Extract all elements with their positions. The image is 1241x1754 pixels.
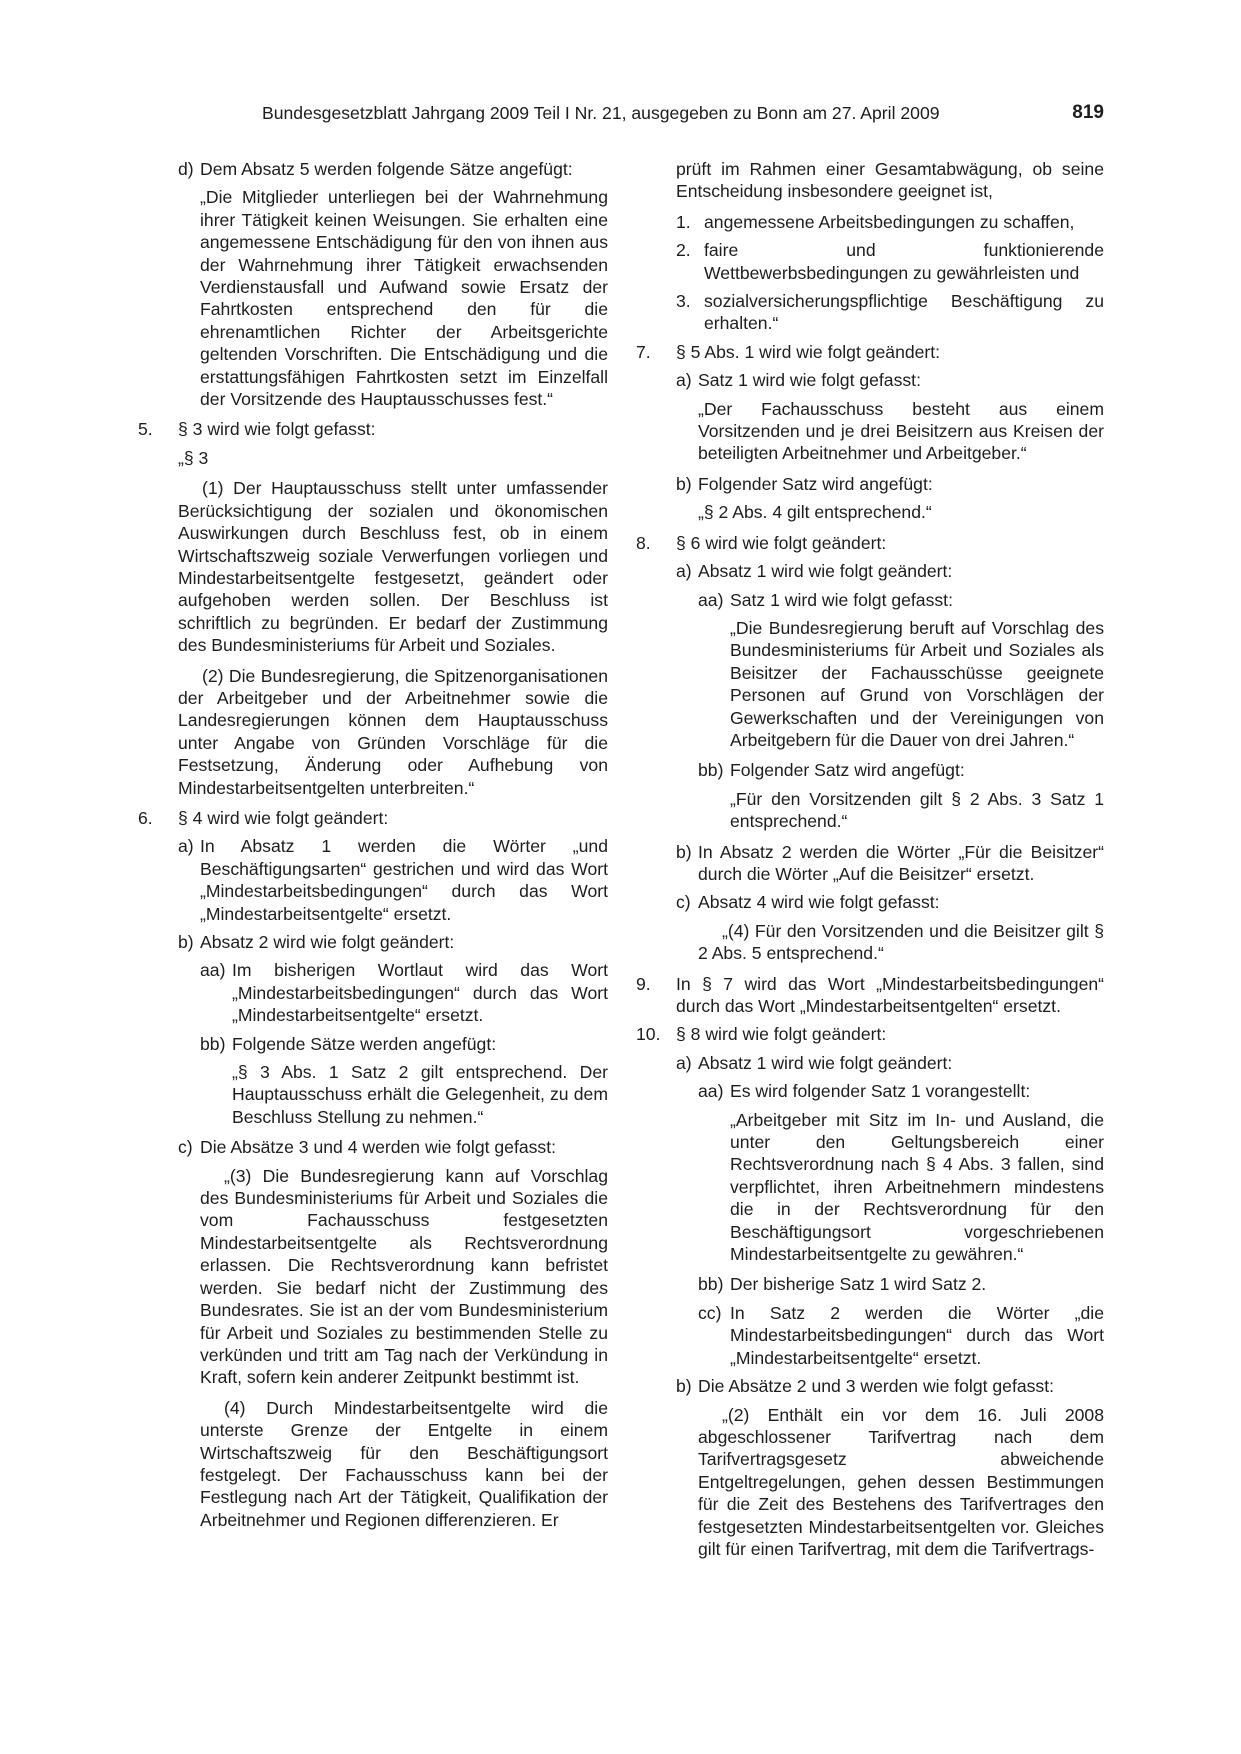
item-text: § 6 wird wie folgt geändert: — [676, 532, 887, 553]
list-item-6a — [138, 835, 608, 925]
item-label: 9. — [636, 973, 651, 994]
item-text: Satz 1 wird wie folgt gefasst: — [730, 589, 953, 610]
list-item-9 — [636, 973, 1104, 1018]
item-text: Folgender Satz wird angefügt: — [730, 760, 965, 781]
item-label: 8. — [636, 532, 651, 553]
list-item-7 — [636, 341, 1104, 363]
running-title: Bundesgesetzblatt Jahrgang 2009 Teil I Nr. 21, ausgegeben zu Bonn am 27. April 2009 — [262, 103, 940, 123]
list-item-5 — [138, 418, 608, 440]
item-label: aa) — [200, 960, 226, 981]
item-label: a) — [676, 370, 692, 391]
list-item-2 — [636, 239, 1104, 284]
list-item-6b-bb — [138, 1033, 608, 1055]
item-label: c) — [676, 892, 691, 913]
list-item-10a — [636, 1052, 1104, 1074]
item-text: In Absatz 1 werden die Wörter „und Beschäftigungsarten“ gestrichen und wird das Wort „Mindestarbeitsbedingungen“ durch das Wort „Mindestarbeitsentgelte“ ersetzt. — [200, 836, 608, 924]
item-text: In Satz 2 werden die Wörter „die Mindestarbeitsbedingungen“ durch das Wort „Mindestarbeitsentgelte“ ersetzt. — [730, 1302, 1104, 1368]
item-text: Absatz 4 wird wie folgt gefasst: — [698, 892, 940, 913]
item-label: a) — [676, 561, 692, 582]
quoted-text: „Die Bundesregierung beruft auf Vorschlag des Bundesministeriums für Arbeit und Soziales als Beisitzer der Fachausschüsse geeignete Personen auf Grund von Vorschlägen der Gewerkschaften und der Vereinigungen von Arbeitgebern für die Dauer von drei Jahren.“ — [730, 617, 1104, 750]
list-item-10a-bb — [636, 1273, 1104, 1295]
list-item-8 — [636, 532, 1104, 554]
item-label: d) — [178, 159, 194, 179]
list-item-1 — [636, 211, 1104, 233]
right-column — [636, 158, 1104, 1568]
item-text: § 8 wird wie folgt geändert: — [676, 1024, 887, 1045]
list-item-6c — [138, 1136, 608, 1158]
item-label: 6. — [138, 807, 153, 828]
item-label: 5. — [138, 419, 153, 440]
item-label: 2. — [676, 240, 691, 261]
quoted-text: „Für den Vorsitzenden gilt § 2 Abs. 3 Satz 1 entsprechend.“ — [730, 788, 1104, 832]
list-item-10b — [636, 1375, 1104, 1397]
item-label: bb) — [698, 1274, 724, 1295]
item-text: Folgende Sätze werden angefügt: — [232, 1033, 497, 1054]
list-item-6b-aa — [138, 959, 608, 1026]
list-item-8a-bb — [636, 759, 1104, 781]
item-text: § 5 Abs. 1 wird wie folgt geändert: — [676, 341, 941, 362]
item-label: bb) — [698, 760, 724, 781]
paragraph: „(3) Die Bundesregierung kann auf Vorschlag des Bundesministeriums für Arbeit und Soziales die vom Fachausschuss festgesetzten Mindestarbeitsentgelte als Rechtsverordnung erlassen. Die Rechtsverordnung kann befristet werden. Sie bedarf nicht der Zustimmung des Bundesrates. Sie ist an der vom Bundesministerium für Arbeit und Soziales zu bestimmenden Stelle zu verkünden und tritt am Tag nach der Verkündung in Kraft, sofern kein anderer Zeitpunkt bestimmt ist. — [200, 1165, 608, 1388]
paragraph: (4) Durch Mindestarbeitsentgelte wird die unterste Grenze der Entgelte in einem Wirtschaftszweig für den Beschäftigungsort festgelegt. Der Fachausschuss kann bei der Festlegung nach Art der Tätigkeit, Qualifikation der Arbeitnehmer und Regionen differenzieren. Er — [200, 1397, 608, 1530]
left-column — [138, 158, 608, 1539]
item-label: 10. — [636, 1024, 661, 1045]
list-item-10 — [636, 1023, 1104, 1045]
item-text: Im bisherigen Wortlaut wird das Wort „Mindestarbeitsbedingungen“ durch das Wort „Mindestarbeitsentgelte“ ersetzt. — [232, 960, 608, 1026]
page-header — [262, 100, 1104, 126]
item-text: Absatz 1 wird wie folgt geändert: — [698, 1052, 953, 1073]
list-item-8c — [636, 891, 1104, 913]
list-item-8a — [636, 560, 1104, 582]
item-text: § 4 wird wie folgt geändert: — [178, 807, 389, 828]
quoted-text: „(4) Für den Vorsitzenden und die Beisitzer gilt § 2 Abs. 5 entsprechend.“ — [698, 920, 1104, 964]
page-number: 819 — [1072, 102, 1104, 123]
item-label: c) — [178, 1137, 193, 1158]
item-text: § 3 wird wie folgt gefasst: — [178, 419, 376, 440]
item-label: 1. — [676, 211, 691, 232]
list-item-3 — [636, 290, 1104, 335]
item-label: b) — [676, 473, 692, 494]
item-text: faire und funktionierende Wettbewerbsbedingungen zu gewährleisten und — [704, 240, 1104, 283]
list-item-6b — [138, 931, 608, 953]
item-text: angemessene Arbeitsbedingungen zu schaffen, — [704, 211, 1075, 232]
item-label: bb) — [200, 1033, 226, 1054]
item-text: In § 7 wird das Wort „Mindestarbeitsbedingungen“ durch das Wort „Mindestarbeitsentgelten“ ersetzt. — [676, 973, 1104, 1016]
item-label: 3. — [676, 291, 691, 312]
item-text: Absatz 1 wird wie folgt geändert: — [698, 561, 953, 582]
item-text: sozialversicherungspflichtige Beschäftigung zu erhalten.“ — [704, 291, 1104, 334]
item-text: Der bisherige Satz 1 wird Satz 2. — [730, 1274, 987, 1295]
item-label: b) — [178, 932, 194, 952]
quoted-text: „(2) Enthält ein vor dem 16. Juli 2008 abgeschlossener Tarifvertrag nach dem Tarifvertragsgesetz abweichende Entgeltregelungen, gehen dessen Bestimmungen für die Zeit des Bestehens des Tarifvertrages den festgesetzten Mindestarbeitsentgelten vor. Gleiches gilt für einen Tarifvertrag, mit dem die Tarifvertrags- — [698, 1404, 1104, 1559]
item-text: Folgender Satz wird angefügt: — [698, 473, 933, 494]
list-item-7b — [636, 473, 1104, 495]
quoted-text: „Die Mitglieder unterliegen bei der Wahrnehmung ihrer Tätigkeit keinen Weisungen. Sie erhalten eine angemessene Entschädigung für den von ihnen aus der Wahrnehmung ihrer Tätigkeit erwachsenden Verdienstausfall und Aufwand sowie Ersatz der Fahrtkosten entsprechend den für die ehrenamtlichen Richter der Arbeitsgerichte geltenden Vorschriften. Die Entschädigung und die erstattungsfähigen Fahrtkosten setzt im Einzelfall der Vorsitzende des Hauptausschusses fest.“ — [200, 187, 608, 410]
item-text: In Absatz 2 werden die Wörter „Für die Beisitzer“ durch die Wörter „Auf die Beisitzer“ ersetzt. — [698, 841, 1104, 884]
list-item-7a — [636, 369, 1104, 391]
continued-text: prüft im Rahmen einer Gesamtabwägung, ob seine Entscheidung insbesondere geeignet ist, — [676, 159, 1104, 202]
item-text: Dem Absatz 5 werden folgende Sätze angefügt: — [200, 159, 573, 179]
item-label: a) — [676, 1052, 692, 1073]
quoted-text: „Der Fachausschuss besteht aus einem Vorsitzenden und je drei Beisitzern aus Kreisen der beteiligten Arbeitnehmer und Arbeitgeber.“ — [698, 398, 1104, 464]
item-label: a) — [178, 836, 194, 857]
paragraph: (1) Der Hauptausschuss stellt unter umfassender Berücksichtigung der sozialen und ökonomischen Auswirkungen durch Beschluss fest, ob in einem Wirtschaftszweig soziale Verwerfungen vorliegen und Mindestarbeitsentgelte festgesetzt, geändert oder aufgehoben werden sollen. Der Beschluss ist schriftlich zu begründen. Er bedarf der Zustimmung des Bundesministeriums für Arbeit und Soziales. — [178, 478, 608, 656]
item-text: Die Absätze 2 und 3 werden wie folgt gefasst: — [698, 1376, 1054, 1397]
quoted-text: „Arbeitgeber mit Sitz im In- und Ausland, die unter den Geltungsbereich einer Rechtsverordnung nach § 4 Abs. 3 fallen, sind verpflichtet, ihren Arbeitnehmern mindestens die in der Rechtsverordnung für den Beschäftigungsort vorgeschriebenen Mindestarbeitsentgelte zu gewähren.“ — [730, 1109, 1104, 1265]
item-text: Die Absätze 3 und 4 werden wie folgt gefasst: — [200, 1137, 556, 1158]
list-item-10a-cc — [636, 1302, 1104, 1369]
list-item-d — [138, 158, 608, 180]
paragraph: (2) Die Bundesregierung, die Spitzenorganisationen der Arbeitgeber und der Arbeitnehmer sowie die Landesregierungen können dem Hauptausschuss unter Angabe von Gründen Vorschläge für die Festsetzung, Änderung oder Aufhebung von Mindestarbeitsentgelten unterbreiten.“ — [178, 665, 608, 798]
item-label: b) — [676, 841, 692, 862]
item-label: cc) — [698, 1302, 722, 1323]
list-item-6 — [138, 807, 608, 829]
item-label: b) — [676, 1376, 692, 1397]
section-heading: „§ 3 — [178, 447, 209, 468]
item-text: Es wird folgender Satz 1 vorangestellt: — [730, 1081, 1031, 1102]
list-item-8b — [636, 841, 1104, 886]
item-label: aa) — [698, 589, 724, 610]
list-item-10a-aa — [636, 1080, 1104, 1102]
item-text: Absatz 2 wird wie folgt geändert: — [200, 932, 455, 952]
item-text: Satz 1 wird wie folgt gefasst: — [698, 370, 921, 391]
quoted-text: „§ 2 Abs. 4 gilt entsprechend.“ — [698, 502, 932, 523]
item-label: aa) — [698, 1081, 724, 1102]
list-item-8a-aa — [636, 589, 1104, 611]
item-label: 7. — [636, 341, 651, 362]
quoted-text: „§ 3 Abs. 1 Satz 2 gilt entsprechend. Der Hauptausschuss erhält die Gelegenheit, zu dem Beschluss Stellung zu nehmen.“ — [232, 1062, 608, 1127]
